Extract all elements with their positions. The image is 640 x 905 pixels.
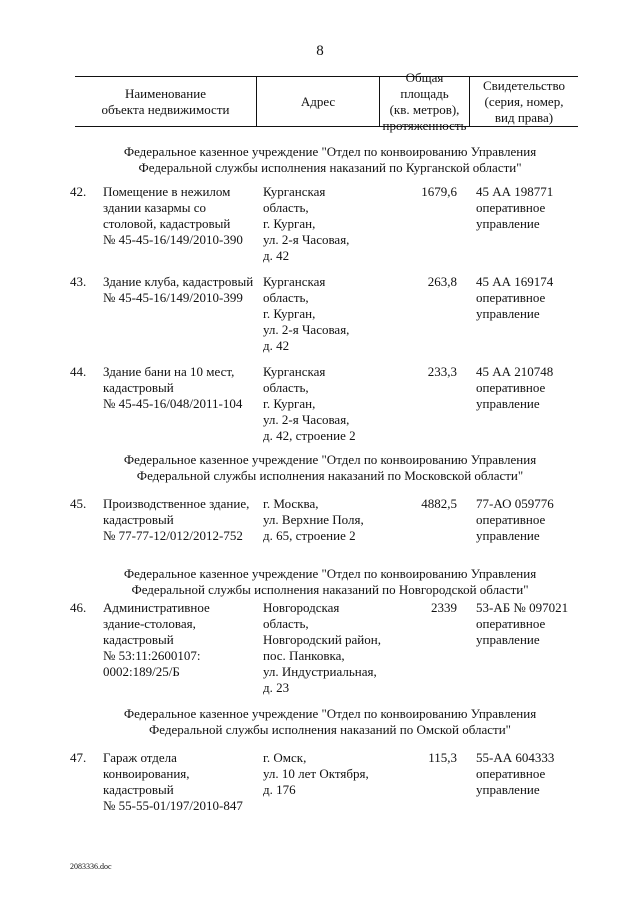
object-name: Административное здание-столовая, кадастровый № 53:11:2600107: 0002:189/25/Б [103, 600, 210, 679]
object-area: 4882,5 [421, 496, 457, 511]
object-certificate: 45 АА 198771 оперативное управление [476, 184, 554, 231]
header-area: Общая площадь (кв. метров), протяженность [382, 69, 467, 133]
page-number: 8 [316, 43, 324, 59]
row-number: 43. [70, 274, 87, 289]
object-certificate: 77-АО 059776 оперативное управление [476, 496, 554, 543]
object-area: 1679,6 [421, 184, 457, 199]
object-name: Помещение в нежилом здании казармы со столовой, кадастровый № 45-45-16/149/2010-390 [103, 184, 243, 247]
org-title-moscow: Федеральное казенное учреждение "Отдел по конвоированию Управления Федеральной службы исполнения наказаний по Московской области" [123, 452, 537, 483]
object-address: Курганская область, г. Курган, ул. 2-я Часовая, д. 42 [263, 274, 350, 353]
org-title-omsk: Федеральное казенное учреждение "Отдел по конвоированию Управления Федеральной службы исполнения наказаний по Омской области" [123, 706, 537, 737]
object-name: Здание бани на 10 мест, кадастровый № 45-45-16/048/2011-104 [103, 364, 243, 411]
object-address: Курганская область, г. Курган, ул. 2-я Часовая, д. 42, строение 2 [263, 364, 356, 443]
object-name: Производственное здание, кадастровый № 77-77-12/012/2012-752 [103, 496, 250, 543]
object-certificate: 45 АА 210748 оперативное управление [476, 364, 554, 411]
object-certificate: 55-АА 604333 оперативное управление [476, 750, 555, 797]
row-number: 47. [70, 750, 87, 765]
row-number: 42. [70, 184, 87, 199]
object-area: 115,3 [428, 750, 457, 765]
object-certificate: 45 АА 169174 оперативное управление [476, 274, 554, 321]
row-number: 45. [70, 496, 87, 511]
footer-filename: 2083336.doc [70, 862, 112, 871]
object-area: 2339 [431, 600, 457, 615]
header-certificate: Свидетельство (серия, номер, вид права) [482, 77, 566, 125]
row-number: 46. [70, 600, 87, 615]
header-name: Наименование объекта недвижимости [101, 85, 230, 117]
org-title-kurgan: Федеральное казенное учреждение "Отдел по конвоированию Управления Федеральной службы исполнения наказаний по Курганской области" [123, 144, 537, 175]
row-number: 44. [70, 364, 87, 379]
object-area: 233,3 [427, 364, 457, 379]
table-header [75, 69, 578, 133]
object-address: г. Омск, ул. 10 лет Октября, д. 176 [263, 750, 369, 797]
object-name: Здание клуба, кадастровый № 45-45-16/149/2010-399 [103, 274, 254, 305]
object-certificate: 53-АБ № 097021 оперативное управление [476, 600, 569, 647]
object-name: Гараж отдела конвоирования, кадастровый № 55-55-01/197/2010-847 [103, 750, 243, 813]
object-address: Новгородская область, Новгородский район, пос. Панковка, ул. Индустриальная, д. 23 [263, 600, 381, 695]
object-address: г. Москва, ул. Верхние Поля, д. 65, строение 2 [263, 496, 364, 543]
org-title-novgorod: Федеральное казенное учреждение "Отдел по конвоированию Управления Федеральной службы исполнения наказаний по Новгородской области" [123, 566, 537, 597]
object-address: Курганская область, г. Курган, ул. 2-я Часовая, д. 42 [263, 184, 350, 263]
header-address: Адрес [300, 93, 336, 109]
object-area: 263,8 [427, 274, 457, 289]
